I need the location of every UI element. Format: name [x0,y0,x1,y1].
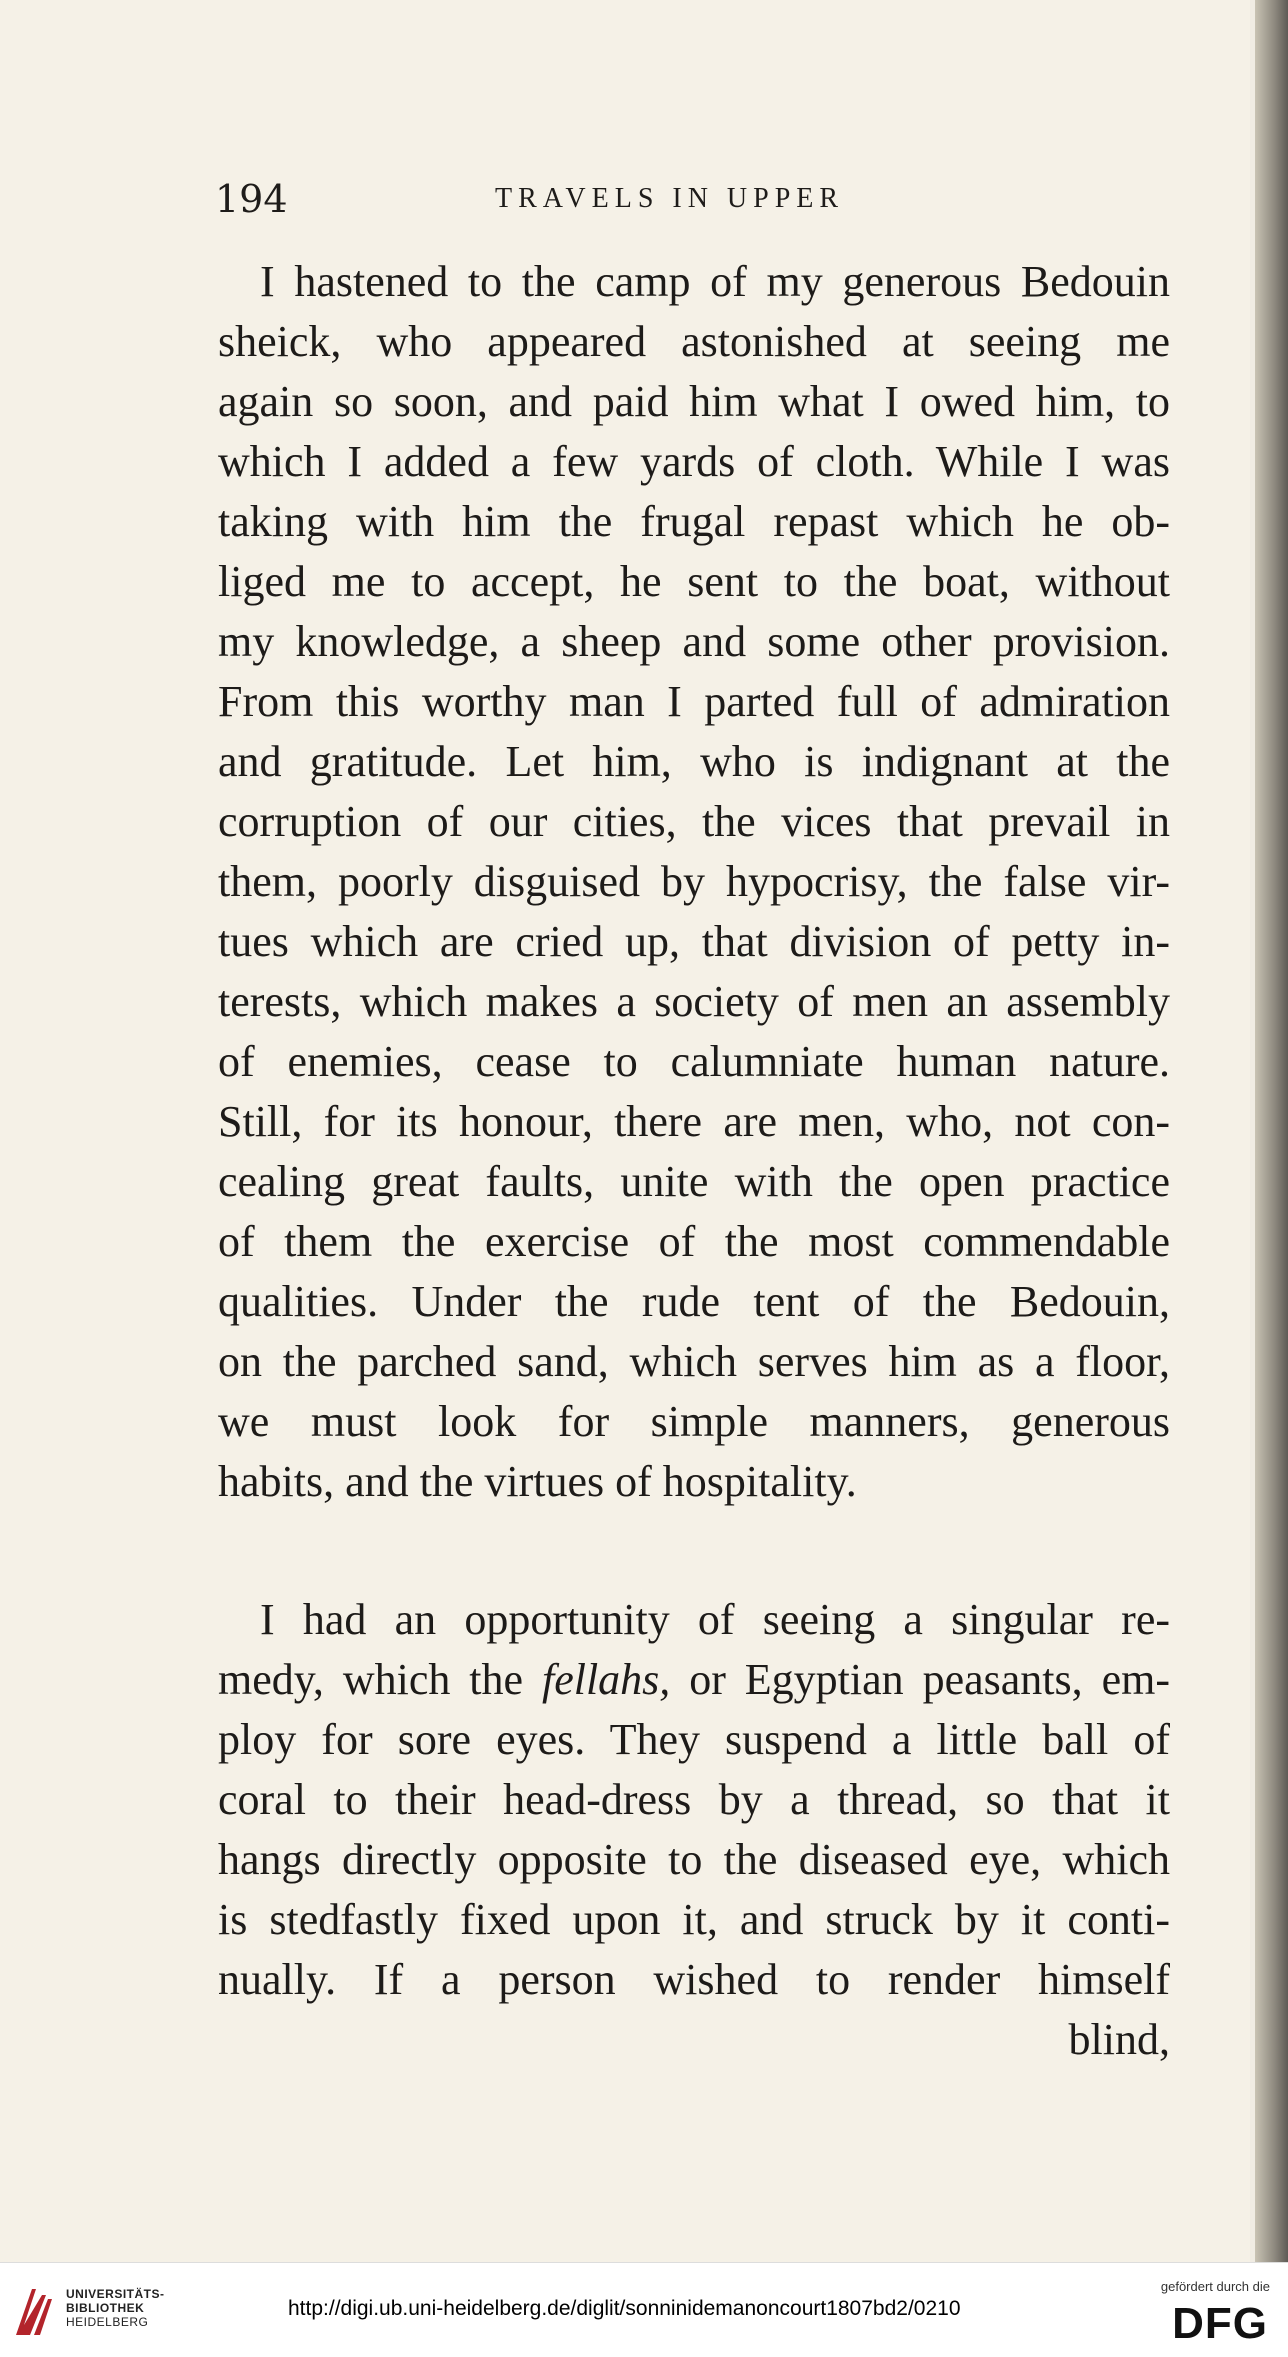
text-line: cealing great faults, unite with the open practice [218,1157,1170,1206]
paragraph-1 [218,252,1170,1512]
text-line: Still, for its honour, there are men, who, not con- [218,1097,1170,1146]
library-name-line3: HEIDELBERG [66,2315,149,2329]
permalink-url[interactable]: http://digi.ub.uni-heidelberg.de/diglit/sonninidemanoncourt1807bd2/0210 [288,2297,961,2320]
text-line: ploy for sore eyes. They suspend a little ball of [218,1715,1170,1764]
text-line: and gratitude. Let him, who is indignant at the [218,737,1170,786]
book-gutter [1255,0,1288,2262]
page-number: 194 [215,177,288,221]
text-line: them, poorly disguised by hypocrisy, the false vir- [218,857,1170,906]
text-line: terests, which makes a society of men an assembly [218,977,1170,1026]
text-segment: or Egyptian peasants, em- [670,1655,1170,1704]
text-line: of them the exercise of the most commendable [218,1217,1170,1266]
text-line: From this worthy man I parted full of admiration [218,677,1170,726]
running-head [200,177,1170,237]
text-line: which I added a few yards of cloth. While I was [218,437,1170,486]
digitization-footer [0,2262,1288,2357]
italic-term: fellahs, [541,1655,671,1704]
text-line: we must look for simple manners, generous [218,1397,1170,1446]
text-line: taking with him the frugal repast which he ob- [218,497,1170,546]
text-line: is stedfastly fixed upon it, and struck by it conti- [218,1895,1170,1944]
text-line: on the parched sand, which serves him as a floor, [218,1337,1170,1386]
text-line: habits, and the virtues of hospitality. [218,1457,857,1506]
text-line [218,1650,1170,1710]
library-name-line1: UNIVERSITÄTS- [66,2287,165,2301]
paragraph-gap [218,1512,1170,1590]
text-line: coral to their head-dress by a thread, so that it [218,1775,1170,1824]
text-segment: medy, which the [218,1655,542,1704]
text-line: qualities. Under the rude tent of the Bedouin, [218,1277,1170,1326]
paragraph-2 [218,1590,1170,2070]
text-line: my knowledge, a sheep and some other provision. [218,617,1170,666]
text-line: liged me to accept, he sent to the boat, without [218,557,1170,606]
library-name [66,2287,165,2329]
library-logo-icon [12,2285,56,2339]
dfg-logo: DFG [1172,2299,1268,2348]
text-line: again so soon, and paid him what I owed him, to [218,377,1170,426]
funder-label: gefördert durch die [1160,2279,1270,2294]
text-line: I had an opportunity of seeing a singular re- [260,1595,1170,1644]
text-line: of enemies, cease to calumniate human nature. [218,1037,1170,1086]
text-line: I hastened to the camp of my generous Bedouin [260,257,1170,306]
catchword: blind, [1068,2015,1170,2064]
text-line: hangs directly opposite to the diseased eye, which [218,1835,1170,1884]
library-name-line2: BIBLIOTHEK [66,2301,145,2315]
text-line: sheick, who appeared astonished at seeing me [218,317,1170,366]
body-text [218,252,1170,2070]
running-title: TRAVELS IN UPPER [495,183,845,214]
text-line: corruption of our cities, the vices that prevail in [218,797,1170,846]
text-line: nually. If a person wished to render himself [218,1955,1170,2004]
text-line: tues which are cried up, that division of petty in- [218,917,1170,966]
